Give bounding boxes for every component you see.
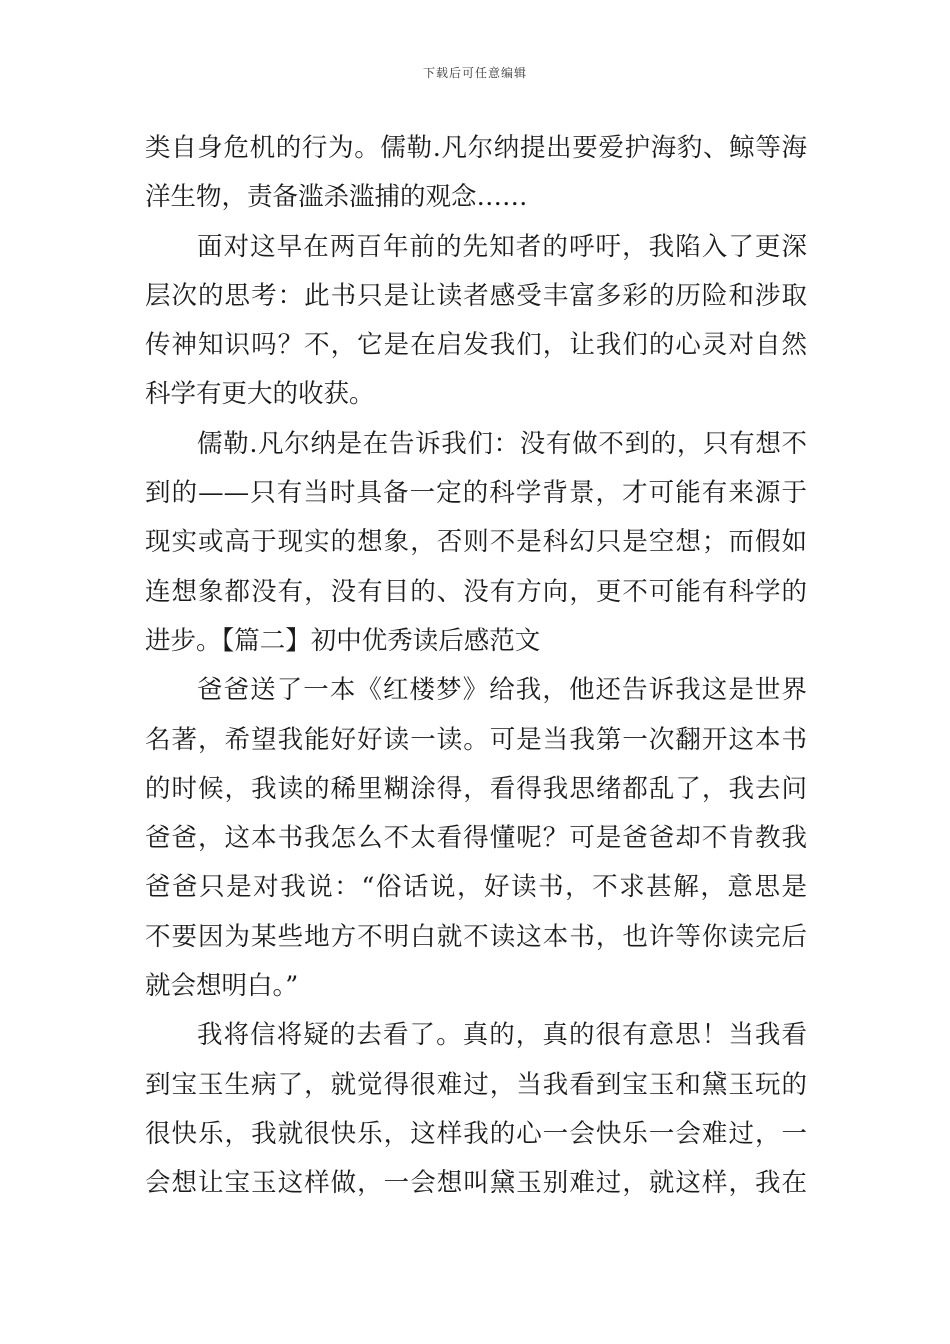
text-line: 名著，希望我能好好读一读。可是当我第一次翻开这本书 <box>145 724 807 755</box>
text-line: 不要因为某些地方不明白就不读这本书，也许等你读完后 <box>145 921 807 952</box>
text-line: 现实或高于现实的想象，否则不是科幻只是空想；而假如 <box>145 527 807 558</box>
text-line: 就会想明白。” <box>145 971 299 1002</box>
text-line: 进步。【篇二】初中优秀读后感范文 <box>145 625 541 656</box>
paragraph-1 <box>145 124 807 223</box>
paragraph-3 <box>145 420 807 666</box>
text-line: 我将信将疑的去看了。真的，真的很有意思！当我看 <box>197 1020 807 1051</box>
text-line: 类自身危机的行为。儒勒.凡尔纳提出要爱护海豹、鲸等海 <box>145 133 807 163</box>
paragraph-5 <box>145 1011 807 1208</box>
text-line: 爸爸只是对我说：“俗话说，好读书，不求甚解，意思是 <box>145 872 807 903</box>
text-line: 连想象都没有，没有目的、没有方向，更不可能有科学的 <box>145 576 807 607</box>
text-line: 科学有更大的收获。 <box>145 379 375 410</box>
text-line: 爸爸，这本书我怎么不太看得懂呢？可是爸爸却不肯教我 <box>145 823 807 854</box>
text-line: 儒勒.凡尔纳是在告诉我们：没有做不到的，只有想不 <box>197 428 807 459</box>
text-line: 面对这早在两百年前的先知者的呼吁，我陷入了更深 <box>197 231 807 262</box>
paragraph-2 <box>145 223 807 420</box>
text-line: 洋生物，责备滥杀滥捕的观念…… <box>145 182 528 213</box>
text-line: 的时候，我读的稀里糊涂得，看得我思绪都乱了，我去问 <box>145 773 807 804</box>
text-line: 会想让宝玉这样做，一会想叫黛玉别难过，就这样，我在 <box>145 1168 807 1199</box>
text-line: 传神知识吗？不，它是在启发我们，让我们的心灵对自然 <box>145 330 807 361</box>
paragraph-4 <box>145 666 807 1011</box>
text-line: 爸爸送了一本《红楼梦》给我，他还告诉我这是世界 <box>197 675 807 706</box>
text-line: 层次的思考：此书只是让读者感受丰富多彩的历险和涉取 <box>145 280 807 311</box>
document-body <box>145 124 807 1209</box>
text-line: 到宝玉生病了，就觉得很难过，当我看到宝玉和黛玉玩的 <box>145 1069 807 1100</box>
page-header: 下载后可任意编辑 <box>422 66 527 80</box>
text-line: 到的——只有当时具备一定的科学背景，才可能有来源于 <box>145 478 807 509</box>
text-line: 很快乐，我就很快乐，这样我的心一会快乐一会难过，一 <box>145 1118 807 1149</box>
